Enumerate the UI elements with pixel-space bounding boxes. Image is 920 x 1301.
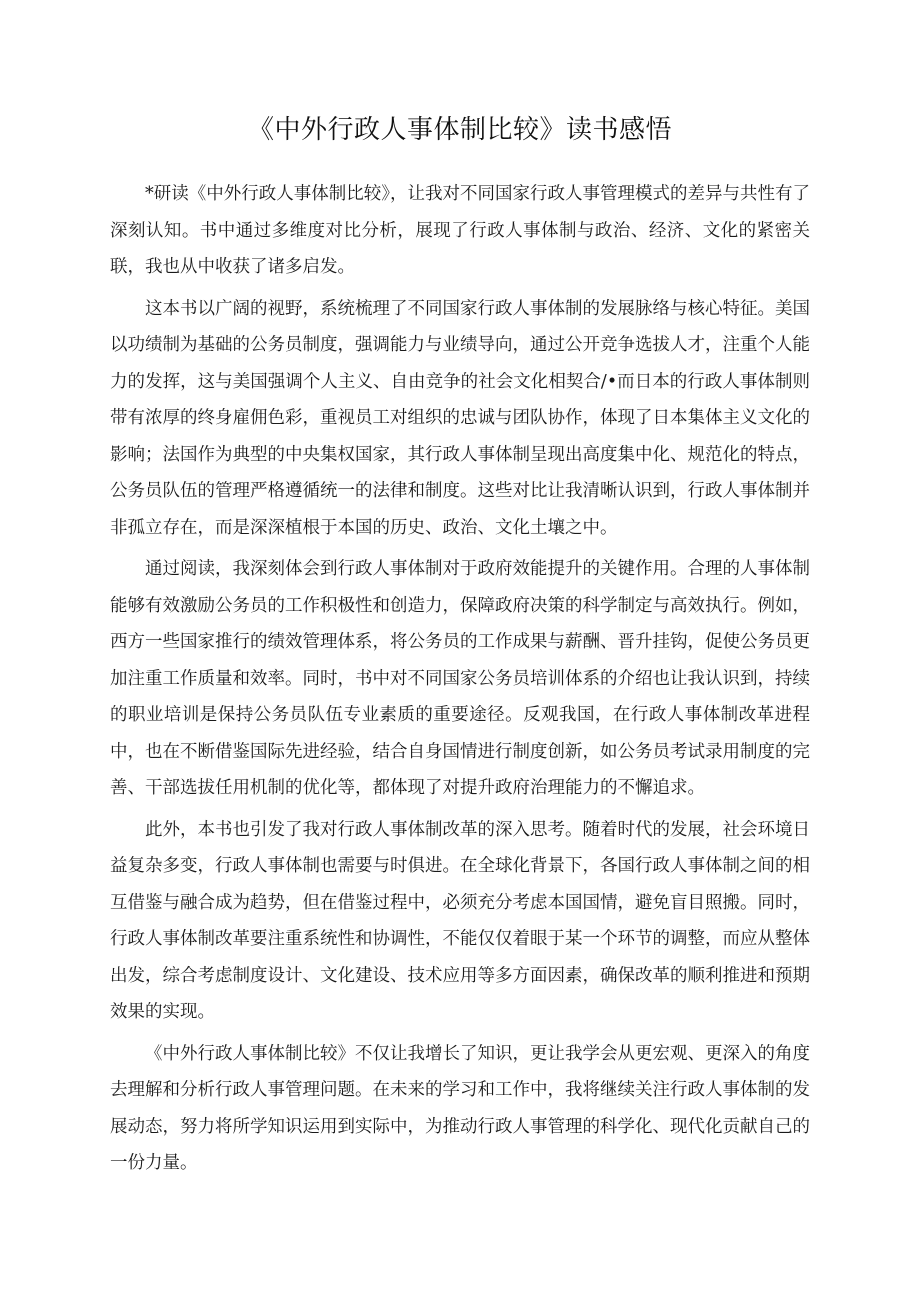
paragraph-government-efficiency: 通过阅读，我深刻体会到行政人事体制对于政府效能提升的关键作用。合理的人事体制能够有效激励公务员的工作积极性和创造力，保障政府决策的科学制定与高效执行。例如，西方一些国家推行的绩效管理体系，将公务员的工作成果与薪酬、晋升挂钩，促使公务员更加注重工作质量和效率。同时，书中对不同国家公务员培训体系的介绍也让我认识到，持续的职业培训是保持公务员队伍专业素质的重要途径。反观我国，在行政人事体制改革进程中，也在不断借鉴国际先进经验，结合自身国情进行制度创新，如公务员考试录用制度的完善、干部选拔任用机制的优化等，都体现了对提升政府治理能力的不懈追求。 bbox=[110, 559, 810, 798]
paragraph-reform-thoughts: 此外，本书也引发了我对行政人事体制改革的深入思考。随着时代的发展，社会环境日益复杂多变，行政人事体制也需要与时俱进。在全球化背景下，各国行政人事体制之间的相互借鉴与融合成为趋势，但在借鉴过程中，必须充分考虑本国国情，避免盲目照搬。同时，行政人事体制改革要注重系统性和协调性，不能仅仅着眼于某一个环节的调整，而应从整体出发，综合考虑制度设计、文化建设、技术应用等多方面因素，确保改革的顺利推进和预期效果的实现。 bbox=[110, 819, 810, 1022]
paragraph-conclusion: 《中外行政人事体制比较》不仅让我增长了知识，更让我学会从更宏观、更深入的角度去理解和分析行政人事管理问题。在未来的学习和工作中，我将继续关注行政人事体制的发展动态，努力将所学知识运用到实际中，为推动行政人事管理的科学化、现代化贡献自己的一份力量。 bbox=[110, 1043, 810, 1173]
paragraph-country-comparison: 这本书以广阔的视野，系统梳理了不同国家行政人事体制的发展脉络与核心特征。美国以功绩制为基础的公务员制度，强调能力与业绩导向，通过公开竞争选拔人才，注重个人能力的发挥，这与美国强调个人主义、自由竞争的社会文化相契合/•而日本的行政人事体制则带有浓厚的终身雇佣色彩，重视员工对组织的忠诚与团队协作，体现了日本集体主义文化的影响；法国作为典型的中央集权国家，其行政人事体制呈现出高度集中化、规范化的特点，公务员队伍的管理严格遵循统一的法律和制度。这些对比让我清晰认识到，行政人事体制并非孤立存在，而是深深植根于本国的历史、政治、文化土壤之中。 bbox=[110, 298, 810, 538]
paragraph-intro: *研读《中外行政人事体制比较》，让我对不同国家行政人事管理模式的差异与共性有了深刻认知。书中通过多维度对比分析，展现了行政人事体制与政治、经济、文化的紧密关联，我也从中收获了诸多启发。 bbox=[110, 184, 810, 277]
document-title: 《中外行政人事体制比较》读书感悟 bbox=[247, 115, 672, 145]
